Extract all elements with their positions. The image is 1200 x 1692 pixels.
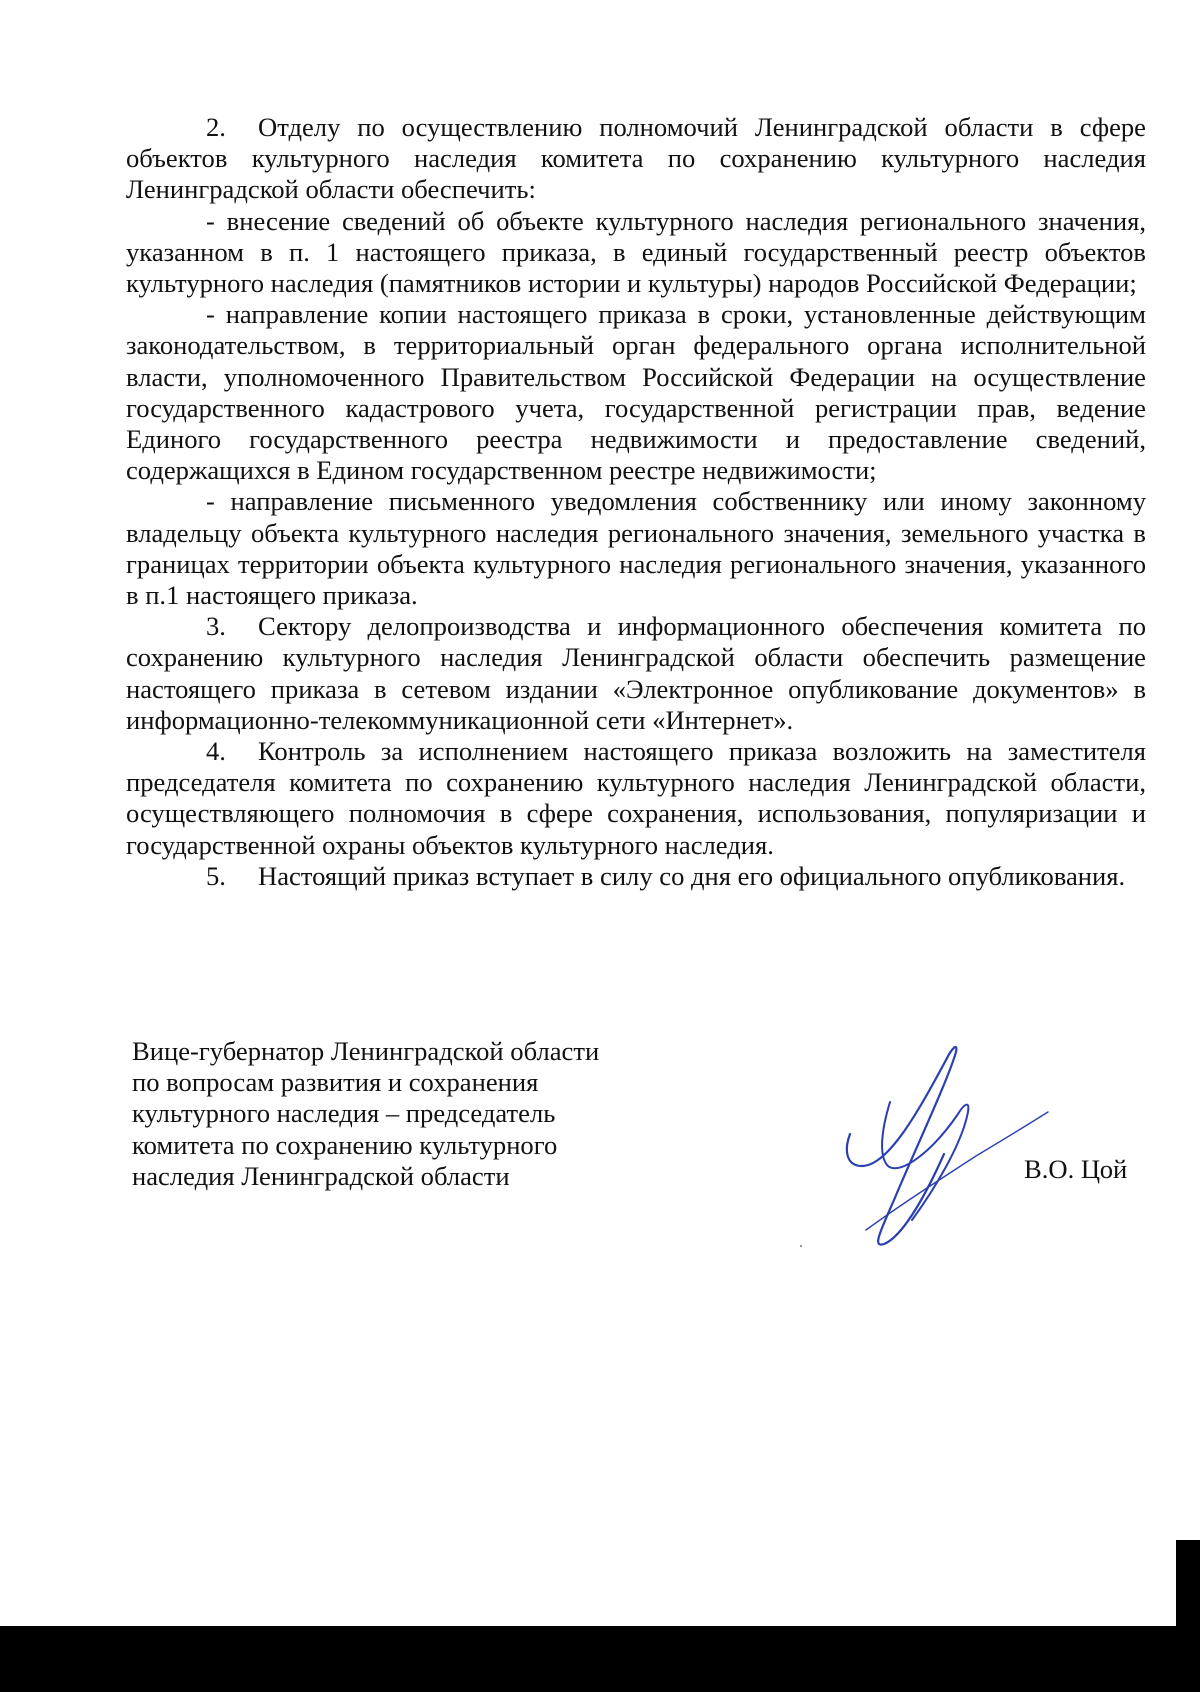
paragraph-text: Сектору делопроизводства и информационного обеспечения комитета по сохранению культурного наследия Ленинградской области обеспечить размещение настоящего приказа в сетевом издании «Электронное опубликование документов» в информационно-телекоммуникационной сети «Интернет». — [126, 611, 1146, 735]
paragraph-number: 2. — [206, 112, 226, 142]
paragraph-2-bullet-copy — [126, 299, 1146, 486]
paragraph-4 — [126, 736, 1146, 861]
paragraph-number: 4. — [206, 736, 226, 767]
paragraph-text: Отделу по осуществлению полномочий Ленинградской области в сфере объектов культурного наследия комитета по сохранению культурного наследия Ленинградской области обеспечить: — [126, 112, 1146, 205]
paragraph-text: Настоящий приказ вступает в силу со дня его официального опубликования. — [258, 860, 1126, 891]
signatory-title-line: культурного наследия – председатель — [132, 1098, 556, 1129]
signatory-title-line: Вице-губернатор Ленинградской области — [132, 1036, 600, 1066]
paragraph-text: Контроль за исполнением настоящего приказа возложить на заместителя председателя комитета по сохранению культурного наследия Ленинградской области, осуществляющего полномочия в сфере сохранения, использования, популяризации и государственной охраны объектов культурного наследия. — [126, 736, 1146, 860]
paragraph-5 — [126, 861, 1146, 892]
signatory-name: В.О. Цой — [1024, 1154, 1128, 1184]
signatory-title — [132, 1036, 692, 1192]
scan-edge-right — [1176, 1540, 1200, 1640]
signature-stroke — [882, 1102, 968, 1220]
signature-stroke — [847, 1047, 957, 1245]
paragraph-text: - направление письменного уведомления собственнику или иному законному владельцу объекта культурного наследия регионального значения, земельного участка в границах территории объекта культурного наследия регионального значения, указанного в п.1 настоящего приказа. — [126, 486, 1146, 611]
signatory-title-line: наследия Ленинградской области — [132, 1160, 510, 1191]
handwritten-signature — [836, 1040, 1056, 1250]
signatory-title-line: по вопросам развития и сохранения — [132, 1067, 539, 1098]
scan-speck — [800, 1245, 802, 1247]
paragraph-number: 3. — [206, 611, 226, 642]
paragraph-2-bullet-registry — [126, 206, 1146, 300]
paragraph-text: - направление копии настоящего приказа в сроки, установленные действующим законодательством, в территориальный орган федерального органа исполнительной власти, уполномоченного Правительством Российской Федерации на осуществление государственного кадастрового учета, государственной регистрации прав, ведение Единого государственного реестра недвижимости и предоставление сведений, содержащихся в Едином государственном реестре недвижимости; — [126, 299, 1146, 486]
scan-edge-bottom — [0, 1626, 1200, 1692]
paragraph-3 — [126, 611, 1146, 736]
order-body — [126, 112, 1146, 892]
paragraph-2-bullet-notice — [126, 486, 1146, 611]
signature-stroke — [866, 1112, 1048, 1230]
paragraph-2 — [126, 112, 1146, 206]
paragraph-number: 5. — [206, 860, 226, 891]
signatory-title-line: комитета по сохранению культурного — [132, 1129, 558, 1160]
paragraph-text: - внесение сведений об объекте культурного наследия регионального значения, указанном в п. 1 настоящего приказа, в единый государственный реестр объектов культурного наследия (памятников истории и культуры) народов Российской Федерации; — [126, 205, 1146, 299]
